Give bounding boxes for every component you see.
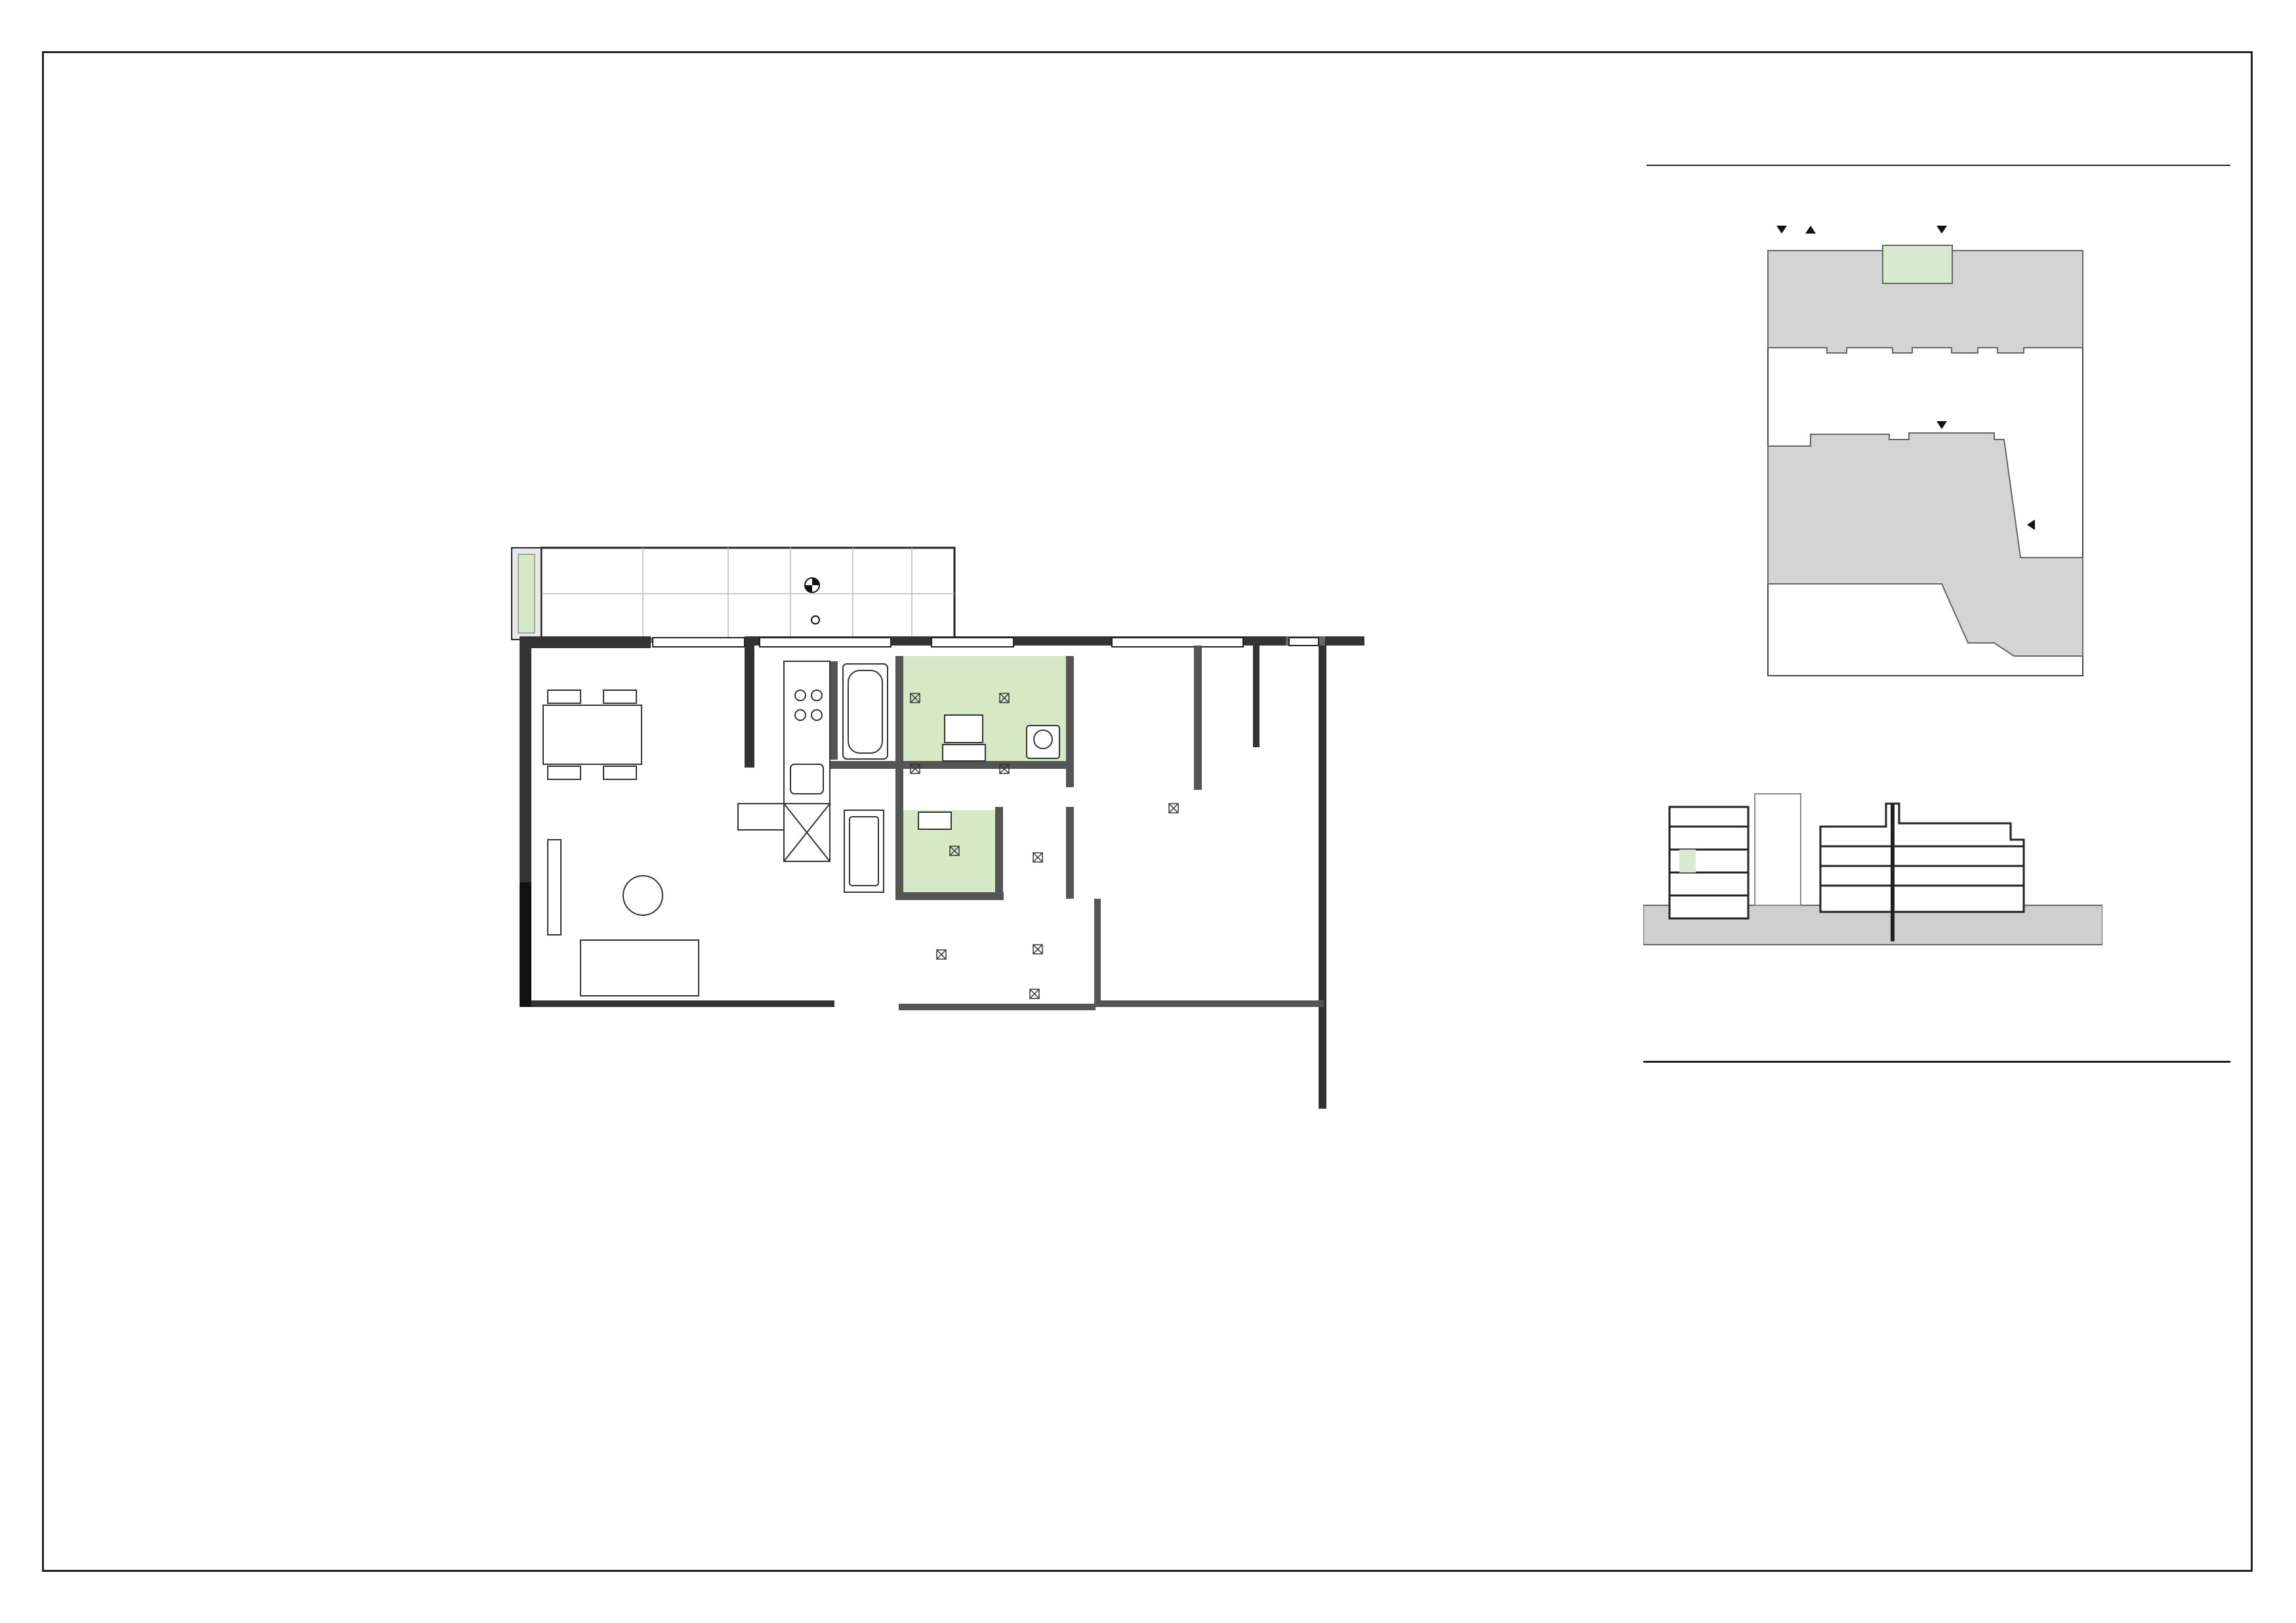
floor-plan xyxy=(485,518,1364,1109)
section-robert xyxy=(1820,804,2024,912)
section-unit-highlight xyxy=(1679,850,1696,873)
arrow-down-icon xyxy=(1937,226,1947,234)
arrow-up-icon xyxy=(1805,226,1816,234)
unit-underline xyxy=(1643,1061,2230,1063)
balcony xyxy=(512,548,954,643)
building-robert xyxy=(1768,433,2083,656)
section-neighbour xyxy=(1755,794,1801,905)
header-underline xyxy=(1647,165,2230,166)
dining-table xyxy=(543,690,642,779)
living-furniture xyxy=(548,840,699,996)
arrow-down-icon xyxy=(1937,421,1947,429)
building-section xyxy=(1643,787,2102,964)
wet-rooms xyxy=(895,656,1073,895)
clara-entrance-area xyxy=(1883,245,1952,283)
arrow-left-icon xyxy=(2027,520,2035,530)
site-plan xyxy=(1732,184,2112,709)
arrow-down-icon xyxy=(1776,226,1787,234)
